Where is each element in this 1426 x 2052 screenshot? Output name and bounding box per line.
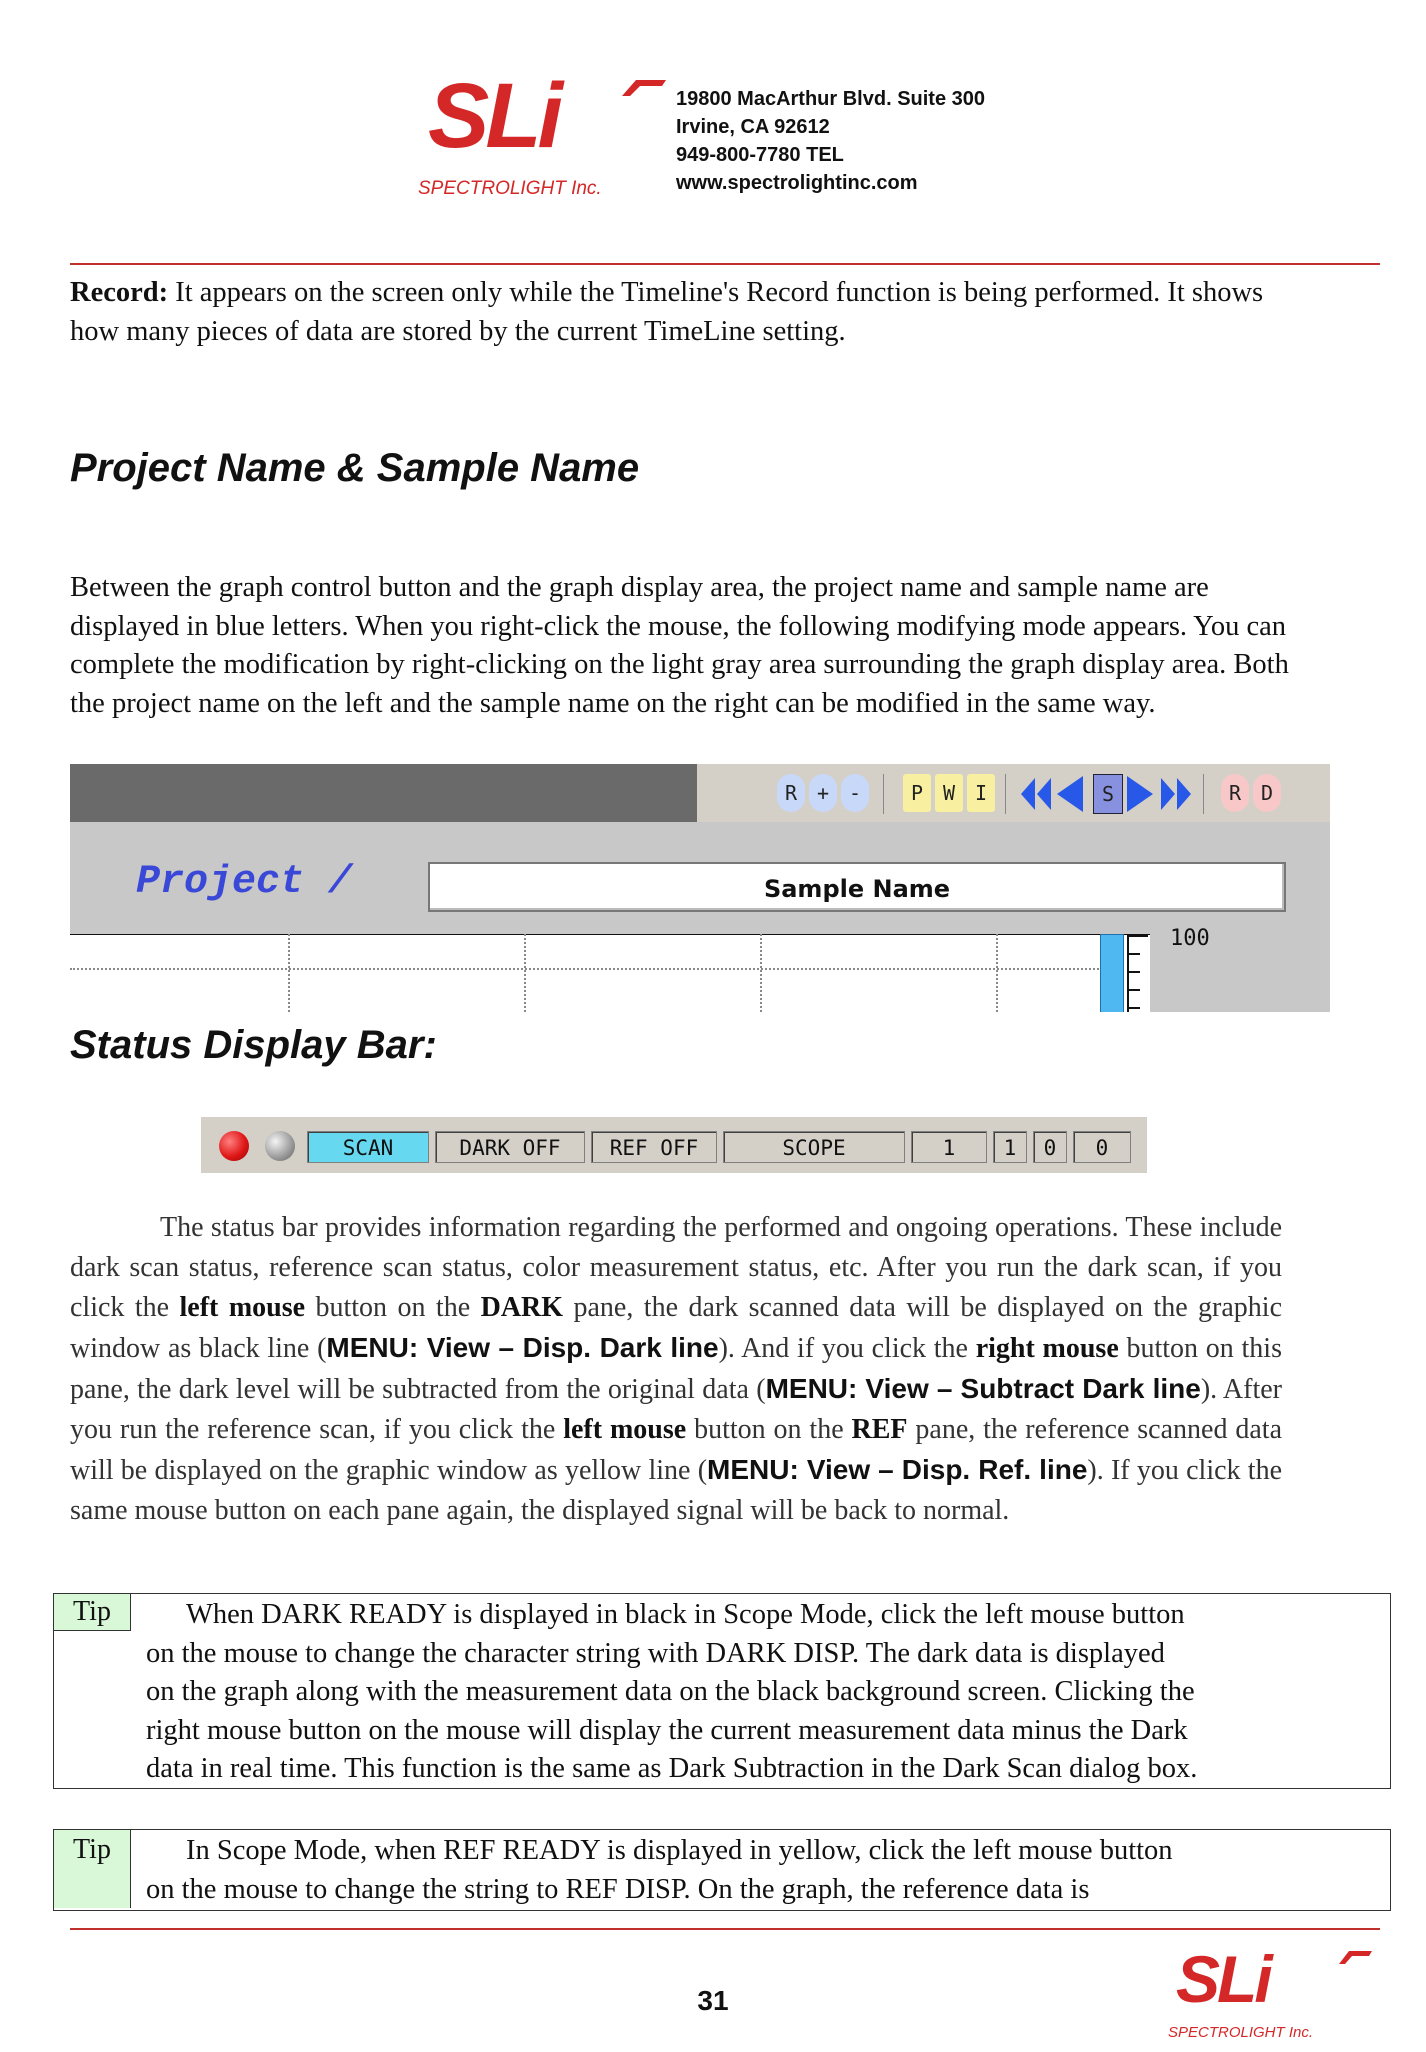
axis-max-value: 100 [1170, 926, 1210, 951]
toolbar-button-w[interactable]: W [935, 774, 963, 812]
gridline [70, 968, 1110, 970]
tip-line: When DARK READY is displayed in black in Scope Mode, click the left mouse button [186, 1599, 1185, 1630]
address-line: 19800 MacArthur Blvd. Suite 300 [676, 88, 986, 110]
address-line: www.spectrolightinc.com [676, 172, 918, 194]
text-run: ). After you run the reference scan, if you click the [70, 1374, 1282, 1445]
address-line: Irvine, CA 92612 [676, 116, 830, 138]
menu-path: MENU: View – Subtract Dark line [765, 1373, 1201, 1404]
scroll-handle[interactable] [1100, 934, 1124, 1012]
record-text: It appears on the screen only while the Timeline's Record function is being performed. It shows how many pieces of data are stored by the current TimeLine setting. [70, 277, 1264, 347]
tip-line: on the mouse to change the string to REF DISP. On the graph, the reference data is [146, 1873, 1090, 1905]
footer-tagline: SPECTROLIGHT Inc. [1168, 2024, 1314, 2041]
tip-box [53, 1593, 1391, 1789]
tip-line: on the mouse to change the character string with DARK DISP. The dark data is displayed [146, 1637, 1165, 1669]
footer-wordmark: SLi [1176, 1942, 1270, 2016]
red-led-icon [219, 1131, 249, 1161]
footer-logo [1168, 1942, 1378, 2046]
tip-line: right mouse button on the mouse will display the current measurement data minus the Dark [146, 1714, 1188, 1746]
text-run: ). If you click the same mouse button on each pane again, the displayed signal will be back to normal. [70, 1455, 1282, 1526]
scope-pane[interactable]: SCOPE [723, 1131, 905, 1163]
record-label: Record: [70, 277, 169, 308]
toolbar-button-r2[interactable]: R [1221, 774, 1249, 812]
status-description [70, 1208, 1282, 1531]
tip-line: on the graph along with the measurement data on the black background screen. Clicking the [146, 1676, 1195, 1707]
gridline [996, 934, 998, 1012]
section-heading-status: Status Display Bar: [70, 1023, 437, 1067]
text-run: button on the [305, 1292, 481, 1323]
text-run: button on this pane, the dark level will be subtracted from the original data ( [70, 1333, 1282, 1405]
logo-wordmark: SLi [428, 65, 560, 167]
text-run: pane, the dark scanned data will be displayed on the graphic window as black line ( [70, 1292, 1283, 1364]
logo-swoosh-icon [618, 76, 668, 100]
tip-label: Tip [54, 1830, 131, 1908]
toolbar-button-s[interactable]: S [1093, 774, 1123, 814]
section-heading-project: Project Name & Sample Name [70, 446, 640, 490]
gray-led-icon [265, 1131, 295, 1161]
emphasis: left mouse [563, 1414, 687, 1445]
footer-divider [70, 1928, 1380, 1930]
graph-display-area [70, 934, 1150, 1012]
emphasis: right mouse [975, 1333, 1119, 1364]
status-display-bar [201, 1115, 1147, 1175]
status-counter: 1 [993, 1131, 1027, 1163]
text-run: The status bar provides information regarding the performed and ongoing operations. These include dark scan status, reference scan status, color measurement status, etc. After you run the dark scan, if you click the [70, 1212, 1282, 1323]
status-counter: 0 [1033, 1131, 1067, 1163]
tip-line: data in real time. This function is the same as Dark Subtraction in the Dark Scan dialog box. [146, 1753, 1198, 1784]
project-paragraph: Between the graph control button and the graph display area, the project name and sample name are displayed in blue letters. When you right-click the mouse, the following modifying mode appears. You can complete the modification by right-clicking on the light gray area surrounding the graph display area. Both the project name on the left and the sample name on the right can be modified in the same way. [70, 572, 1289, 719]
scan-pane[interactable]: SCAN [307, 1131, 429, 1163]
address-line: 949-800-7780 TEL [676, 144, 844, 166]
toolbar-separator [1203, 774, 1204, 814]
text-run: ). And if you click the [718, 1333, 976, 1364]
fast-forward-icon[interactable] [1125, 776, 1195, 812]
dark-pane[interactable]: DARK OFF [435, 1131, 585, 1163]
graph-top-border [70, 934, 1150, 935]
toolbar-separator [883, 774, 884, 814]
toolbar-separator [1005, 774, 1006, 814]
record-paragraph [70, 274, 1280, 351]
toolbar-button-i[interactable]: I [967, 774, 995, 812]
ref-pane[interactable]: REF OFF [591, 1131, 717, 1163]
toolbar-button-plus[interactable]: + [809, 774, 837, 812]
logo-tagline: SPECTROLIGHT Inc. [418, 178, 602, 199]
tip-label: Tip [54, 1594, 131, 1631]
menu-path: MENU: View – Disp. Ref. line [707, 1454, 1088, 1485]
toolbar-button-p[interactable]: P [903, 774, 931, 812]
text-run: button on the [686, 1414, 852, 1445]
tip-text [146, 1596, 1381, 1789]
gridline [524, 934, 526, 1012]
rewind-icon[interactable] [1019, 776, 1089, 812]
gridline [288, 934, 290, 1012]
page-number: 31 [697, 1985, 729, 2016]
toolbar-button-r[interactable]: R [777, 774, 805, 812]
toolbar-button-d[interactable]: D [1253, 774, 1281, 812]
axis-ticks [1126, 934, 1150, 1012]
menu-path: MENU: View – Disp. Dark line [326, 1332, 719, 1363]
project-name-screenshot [70, 764, 1330, 1012]
tip-line: In Scope Mode, when REF READY is displayed in yellow, click the left mouse button [186, 1835, 1173, 1866]
tip-box [53, 1829, 1391, 1911]
emphasis: REF [851, 1414, 908, 1445]
emphasis: DARK [480, 1292, 564, 1323]
gridline [760, 934, 762, 1012]
header-logo [418, 65, 668, 210]
logo-swoosh-icon [1336, 1948, 1374, 1966]
text-run: pane, the reference scanned data will be displayed on the graphic window as yellow line ( [70, 1414, 1283, 1486]
project-name-label[interactable]: Project / [136, 860, 353, 905]
company-address [676, 85, 985, 197]
sample-name-field[interactable]: Sample Name [428, 862, 1286, 912]
toolbar-button-minus[interactable]: - [841, 774, 869, 812]
status-counter: 0 [1073, 1131, 1131, 1163]
emphasis: left mouse [179, 1292, 306, 1323]
graph-toolbar [697, 764, 1330, 822]
status-counter: 1 [911, 1131, 987, 1163]
header-divider [70, 263, 1380, 265]
tip-text [146, 1832, 1381, 1909]
